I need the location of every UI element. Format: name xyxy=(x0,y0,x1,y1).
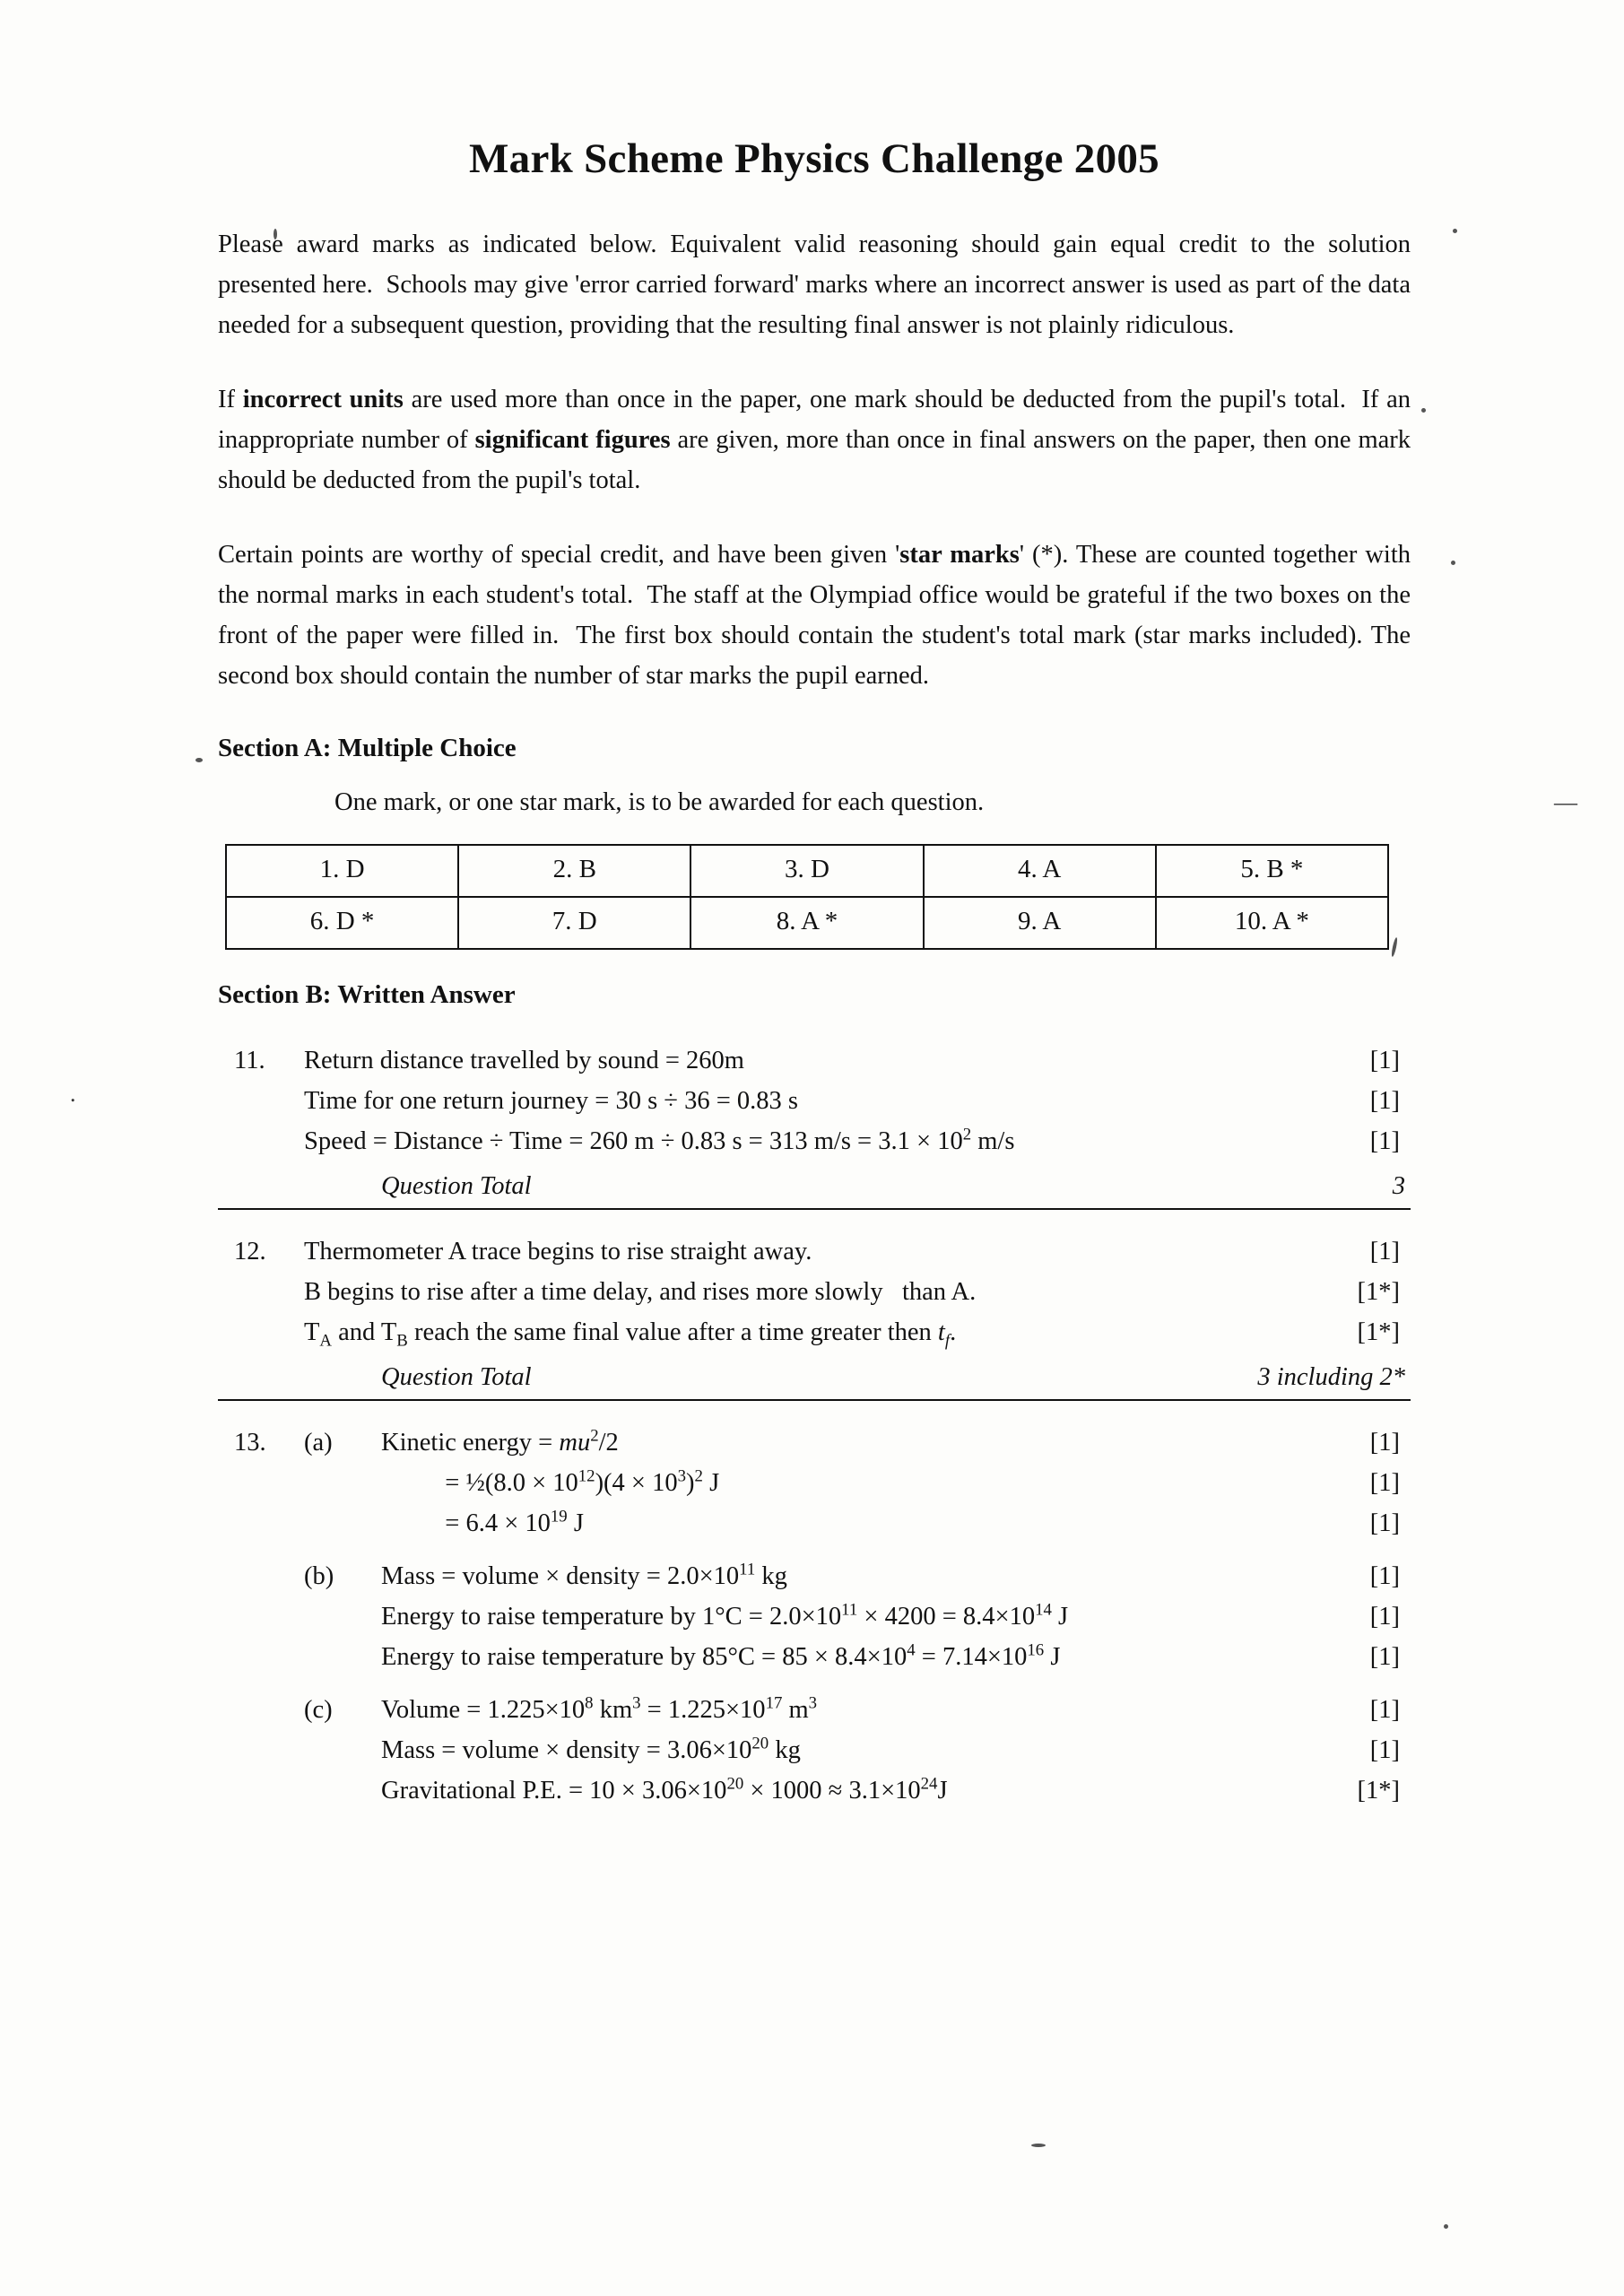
question-total-label: Question Total xyxy=(381,1363,532,1391)
question-part-letter: (c) xyxy=(304,1696,333,1724)
question-total-label: Question Total xyxy=(381,1172,532,1200)
mark-allocation: [1] xyxy=(1369,1127,1400,1155)
answer-text: Energy to raise temperature by $1^\circ C = 2.0\times 10^{11} \times 4200 = 8.4\times 10^{14}$ J xyxy=(381,1600,1069,1631)
mcq-answer-cell: 8. A * xyxy=(690,897,923,949)
answer-line xyxy=(218,1556,1411,1596)
mcq-answer-cell: 1. D xyxy=(226,845,458,897)
question-number: 11. xyxy=(234,1047,265,1074)
mcq-answer-cell: 7. D xyxy=(458,897,690,949)
scan-dash: — xyxy=(1554,789,1577,815)
mark-allocation: [1] xyxy=(1369,1736,1400,1764)
answer-text: Energy to raise temperature by $85^\circ C = 85 \times 8.4\times 10^4 = 7.14\times 10^{16}$ J xyxy=(381,1640,1061,1671)
table-row xyxy=(226,845,1388,897)
answer-line xyxy=(218,1463,1411,1503)
answer-line xyxy=(218,1272,1411,1312)
answer-line xyxy=(218,1730,1411,1770)
answer-line xyxy=(218,1637,1411,1677)
table-row xyxy=(226,897,1388,949)
mcq-answer-cell: 6. D * xyxy=(226,897,458,949)
answer-line xyxy=(218,1596,1411,1637)
multiple-choice-answer-table xyxy=(225,844,1389,950)
mark-allocation: [1] xyxy=(1369,1087,1400,1115)
answer-line xyxy=(218,1503,1411,1544)
answer-text: Volume = $1.225\times 10^8$ $km^3 = 1.225\times 10^{17}$ $m^3$ xyxy=(381,1693,818,1724)
intro-paragraph-2: If incorrect units are used more than once in the paper, one mark should be deducted from the pupil's total. If an inappropriate number of significant figures are given, more than once in final answers on the paper, then one mark should be deducted from the pupil's total. xyxy=(218,386,1411,494)
page-title: Mark Scheme Physics Challenge 2005 xyxy=(469,135,1159,182)
question-number: 12. xyxy=(234,1238,266,1265)
mark-allocation: [1] xyxy=(1369,1238,1400,1265)
mark-allocation: [1] xyxy=(1369,1696,1400,1724)
answer-text: = ½(8.0 × $10^{12})(4 \times 10^3)^2$ J xyxy=(381,1466,720,1497)
answer-line xyxy=(218,1081,1411,1121)
answer-line xyxy=(218,1690,1411,1730)
mcq-answer-cell: 10. A * xyxy=(1156,897,1388,949)
answer-text: = $6.4 \times 10^{19}$ J xyxy=(381,1507,584,1537)
mcq-answer-cell: 2. B xyxy=(458,845,690,897)
mark-allocation: [1*] xyxy=(1357,1777,1400,1805)
answer-text: Gravitational P.E. = $10 \times 3.06\times 10^{20} \times 1000 \approx 3.1\times 10^{24}J$ xyxy=(381,1774,948,1805)
section-a-heading: Section A: Multiple Choice xyxy=(218,734,517,762)
mark-allocation: [1*] xyxy=(1357,1318,1400,1346)
question-number: 13. xyxy=(234,1429,266,1457)
document-body xyxy=(218,135,1411,1820)
question-total-value: 3 including 2* xyxy=(1257,1363,1405,1391)
scan-speck xyxy=(1031,2144,1046,2147)
question-block-12 xyxy=(218,1231,1411,1401)
scan-speck xyxy=(1453,229,1457,233)
answer-text: Time for one return journey = 30 s ÷ 36 = 0.83 s xyxy=(304,1087,798,1115)
answer-text: Speed = Distance ÷ Time = 260 m ÷ 0.83 s = 313 $m/s = 3.1 \times 10^2$ m/s xyxy=(304,1125,1015,1155)
section-b-heading: Section B: Written Answer xyxy=(218,980,516,1009)
answer-text: Kinetic energy = $mu^2/2$ xyxy=(381,1426,619,1457)
answer-line xyxy=(218,1040,1411,1081)
scan-speck xyxy=(195,758,203,762)
mcq-answer-cell: 9. A xyxy=(924,897,1156,949)
question-total-row xyxy=(218,1167,1411,1210)
answer-line xyxy=(218,1422,1411,1463)
question-part-letter: (a) xyxy=(304,1429,333,1457)
mark-allocation: [1] xyxy=(1369,1509,1400,1537)
mcq-answer-cell: 5. B * xyxy=(1156,845,1388,897)
section-a-instruction: One mark, or one star mark, is to be awarded for each question. xyxy=(334,788,985,816)
answer-text: Mass = volume × density = $2.0\times 10^{11}$ kg xyxy=(381,1560,787,1590)
answer-text: Thermometer A trace begins to rise straight away. xyxy=(304,1238,812,1265)
scan-speck xyxy=(1451,561,1455,565)
question-part-letter: (b) xyxy=(304,1562,334,1590)
question-total-row xyxy=(218,1358,1411,1401)
scan-speck xyxy=(1421,408,1426,413)
answer-text: $T_A$ and $T_B$ reach the same final value after a time greater then $t_f$. xyxy=(304,1318,957,1351)
mark-allocation: [1] xyxy=(1369,1047,1400,1074)
mark-allocation: [1] xyxy=(1369,1469,1400,1497)
mcq-answer-cell: 4. A xyxy=(924,845,1156,897)
scan-dash: . xyxy=(70,1081,76,1107)
answer-text: Mass = volume × density = $3.06\times 10^{20}$ kg xyxy=(381,1734,801,1764)
answer-text: Return distance travelled by sound = 260m xyxy=(304,1047,744,1074)
intro-paragraph-3: Certain points are worthy of special credit, and have been given 'star marks' (*). These are counted together with the normal marks in each student's total. The staff at the Olympiad office would be grateful if the two boxes on the front of the paper were filled in. The first box should contain the student's total mark (star marks included). The second box should contain the number of star marks the pupil earned. xyxy=(218,541,1411,690)
mark-allocation: [1] xyxy=(1369,1603,1400,1631)
intro-paragraph-1: Please award marks as indicated below. Equivalent valid reasoning should gain equal credit to the solution presented here. Schools may give 'error carried forward' marks where an incorrect answer is used as part of the data needed for a subsequent question, providing that the resulting final answer is not plainly ridiculous. xyxy=(218,230,1411,339)
question-block-13 xyxy=(218,1422,1411,1811)
question-block-11 xyxy=(218,1040,1411,1210)
question-total-value: 3 xyxy=(1392,1172,1405,1200)
mark-allocation: [1] xyxy=(1369,1562,1400,1590)
mark-allocation: [1] xyxy=(1369,1643,1400,1671)
answer-line xyxy=(218,1121,1411,1161)
mark-allocation: [1] xyxy=(1369,1429,1400,1457)
scan-speck xyxy=(1444,2224,1448,2229)
answer-line xyxy=(218,1231,1411,1272)
answer-text: B begins to rise after a time delay, and rises more slowly than A. xyxy=(304,1278,977,1306)
answer-line xyxy=(218,1312,1411,1352)
mcq-answer-cell: 3. D xyxy=(690,845,923,897)
mark-allocation: [1*] xyxy=(1357,1278,1400,1306)
answer-line xyxy=(218,1770,1411,1811)
